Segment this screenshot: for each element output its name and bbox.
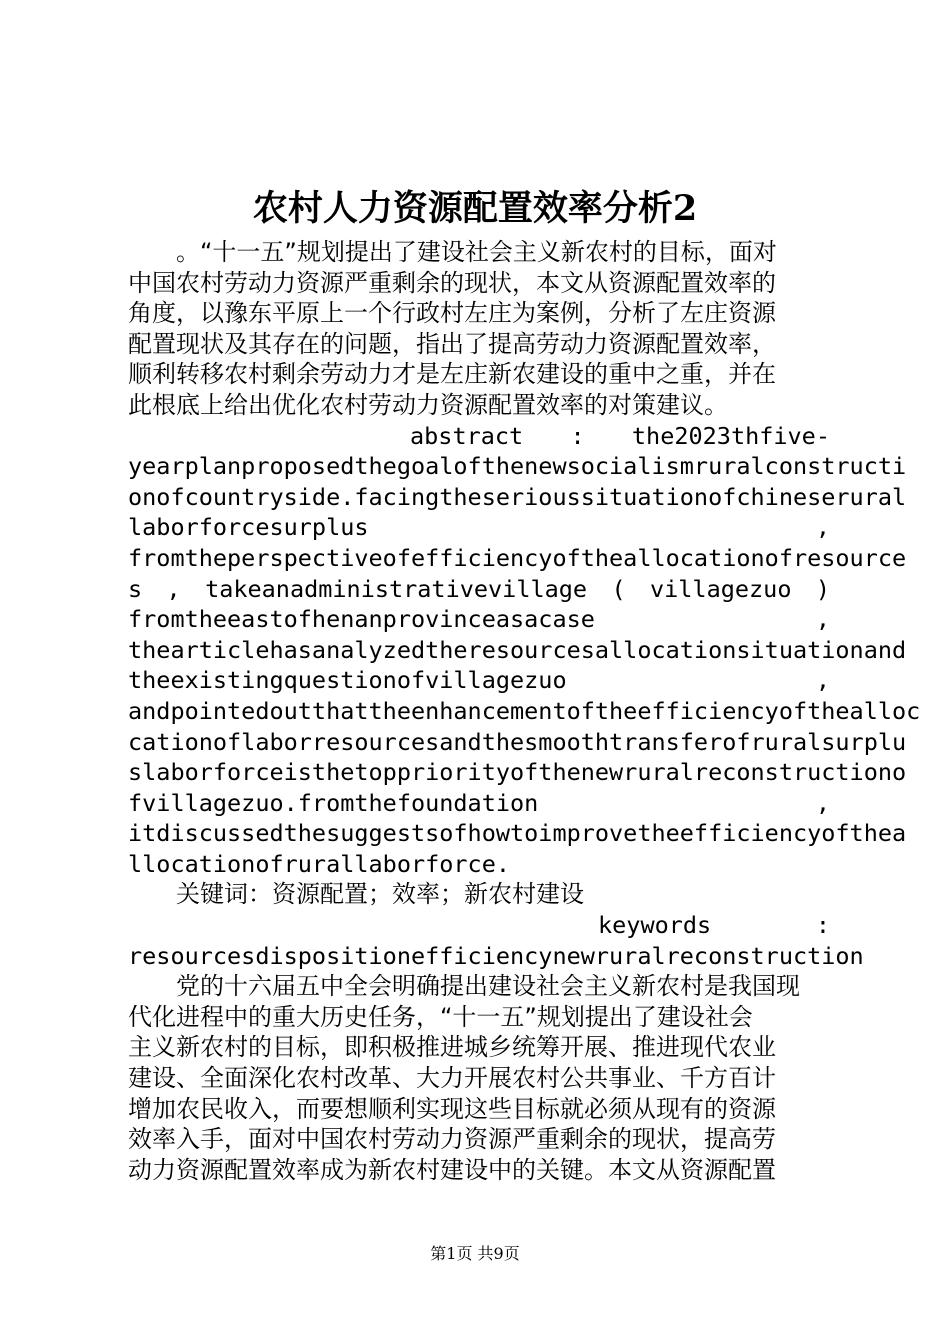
abstract-text: fvillagezuo.fromthefoundation bbox=[128, 788, 539, 817]
abstract-en-line: onofcountryside.facingtheserioussituationofchineserural bbox=[128, 482, 907, 511]
abstract-text: fromtheeastofhenanprovinceasacase bbox=[128, 605, 595, 634]
abstract-comma: , bbox=[166, 574, 181, 603]
abstract-cn-line: 。“十一五”规划提出了建设社会主义新农村的目标，面对 bbox=[176, 238, 777, 266]
abstract-en-line bbox=[128, 665, 830, 696]
document-title: 农村人力资源配置效率分析2 bbox=[252, 188, 698, 229]
abstract-paren: ) bbox=[815, 574, 830, 603]
abstract-paren: ( bbox=[611, 574, 626, 603]
abstract-en-line: itdiscussedthesuggestsofhowtoimprovetheefficiencyofthea bbox=[128, 819, 907, 848]
abstract-text: laborforcesurplus bbox=[128, 513, 369, 542]
abstract-text: the2023thfive- bbox=[631, 421, 830, 450]
abstract-comma: , bbox=[815, 605, 830, 634]
abstract-comma: , bbox=[815, 788, 830, 817]
page-footer: 第1页 共9页 bbox=[430, 1244, 520, 1263]
abstract-en-line bbox=[128, 574, 830, 605]
body-cn-line: 党的十六届五中全会明确提出建设社会主义新农村是我国现 bbox=[176, 972, 800, 1001]
abstract-en-line: llocationofrurallaborforce. bbox=[128, 849, 511, 878]
abstract-cn-text: 中国农村劳动力资源严重剩余的现状，本文从资源配置效率的 bbox=[128, 268, 776, 297]
abstract-en-line bbox=[128, 512, 830, 543]
abstract-en-line: yearplanproposedthegoalofthenewsocialismruralconstructi bbox=[128, 452, 907, 481]
abstract-cn-line: 角度，以豫东平原上一个行政村左庄为案例，分析了左庄资源 bbox=[128, 299, 776, 328]
keywords-label: keywords bbox=[598, 911, 712, 940]
body-cn-line: 主义新农村的目标，即积极推进城乡统筹开展、推进现代农业 bbox=[128, 1033, 776, 1062]
keywords-colon: : bbox=[815, 911, 830, 940]
abstract-cn-line: 配置现状及其存在的问题，指出了提高劳动力资源配置效率， bbox=[128, 329, 776, 358]
abstract-en-line: slaborforceisthetoppriorityofthenewruralreconstructiono bbox=[128, 758, 907, 787]
body-cn-line: 建设、全面深化农村改革、大力开展农村公共事业、千方百计 bbox=[128, 1064, 776, 1093]
abstract-cn-line: 此根底上给出优化农村劳动力资源配置效率的对策建议。 bbox=[128, 390, 728, 419]
abstract-text: s bbox=[128, 574, 143, 603]
abstract-en-line bbox=[128, 604, 830, 635]
abstract-en-line bbox=[128, 788, 830, 819]
abstract-text: villagezuo bbox=[649, 574, 792, 603]
abstract-cn-line bbox=[128, 268, 830, 299]
keywords-cn: 关键词：资源配置；效率；新农村建设 bbox=[176, 880, 584, 909]
abstract-label: abstract bbox=[410, 421, 524, 450]
abstract-text: theexistingquestionofvillagezuo bbox=[128, 666, 567, 695]
keywords-en-line bbox=[128, 910, 830, 941]
body-cn-line: 效率入手，面对中国农村劳动力资源严重剩余的现状，提高劳 bbox=[128, 1125, 776, 1154]
abstract-text: takeanadministrativevillage bbox=[205, 574, 588, 603]
body-cn-line: 代化进程中的重大历史任务，“十一五”规划提出了建设社会 bbox=[128, 1002, 753, 1031]
abstract-en-line: fromtheperspectiveofefficiencyoftheallocationofresource bbox=[128, 543, 907, 572]
abstract-en-line: cationoflaborresourcesandthesmoothtransferofruralsurplu bbox=[128, 727, 907, 756]
body-cn-line: 动力资源配置效率成为新农村建设中的关键。本文从资源配置 bbox=[128, 1155, 776, 1184]
abstract-colon: : bbox=[570, 421, 585, 450]
document-body bbox=[128, 237, 921, 1185]
abstract-cn-line: 顺利转移农村剩余劳动力才是左庄新农建设的重中之重，并在 bbox=[128, 360, 776, 389]
abstract-comma: , bbox=[815, 666, 830, 695]
abstract-en-line: thearticlehasanalyzedtheresourcesallocationsituationand bbox=[128, 635, 907, 664]
abstract-comma: , bbox=[815, 513, 830, 542]
abstract-en-line bbox=[128, 421, 830, 452]
body-cn-line: 增加农民收入，而要想顺利实现这些目标就必须从现有的资源 bbox=[128, 1094, 776, 1123]
keywords-en-value: resourcesdispositionefficiencynewruralreconstruction bbox=[128, 941, 864, 970]
abstract-en-line: andpointedoutthattheenhancementoftheefficiencyofthealloc bbox=[128, 696, 921, 725]
